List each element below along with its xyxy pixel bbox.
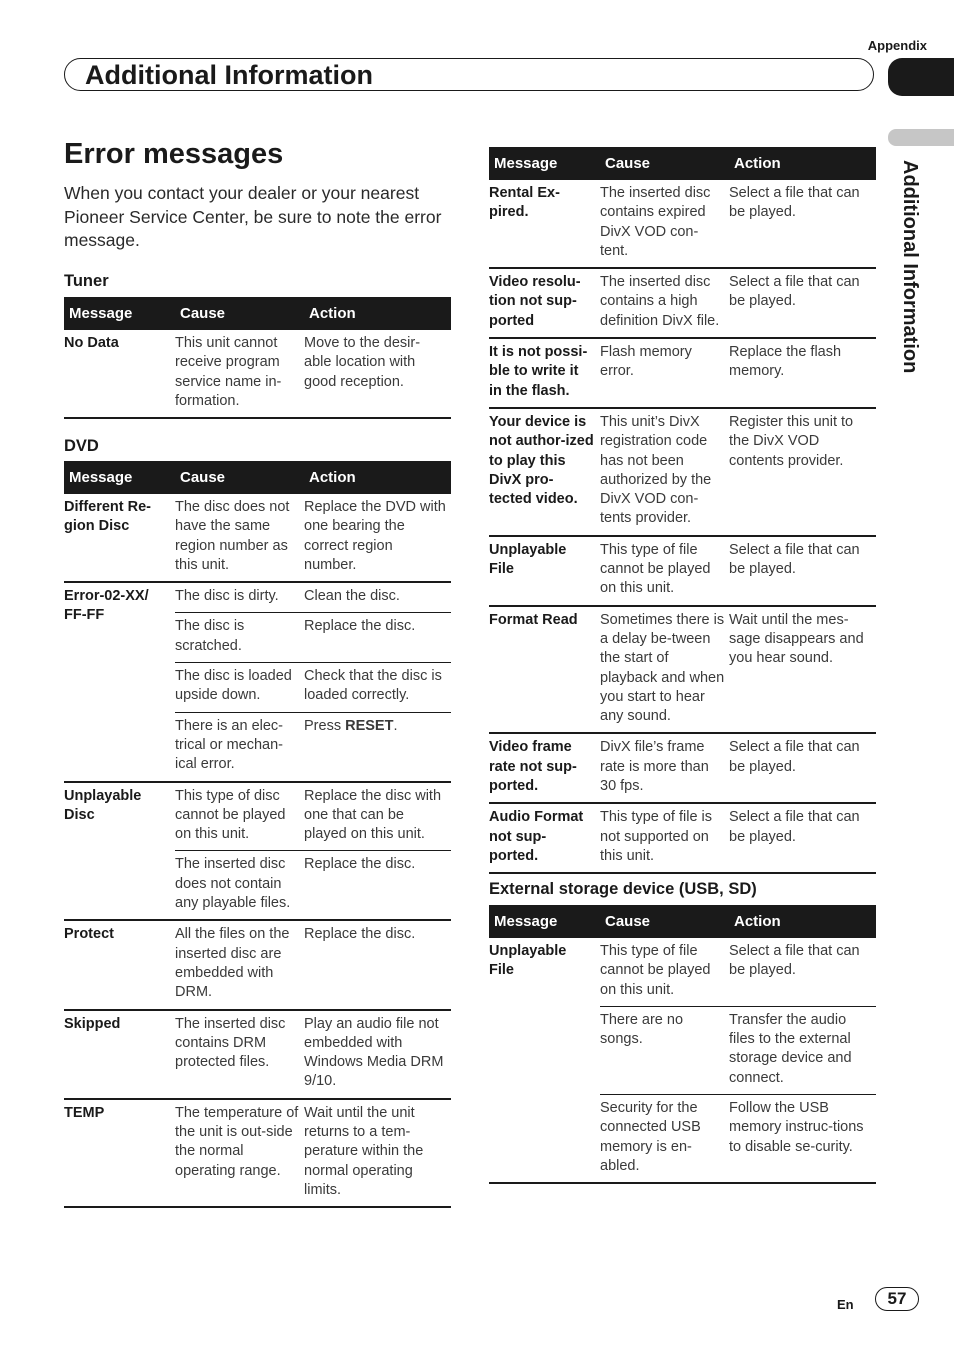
- cause-cell: The temperature of the unit is out-side the normal operating range.: [175, 1099, 304, 1207]
- action-cell: Wait until the mes-sage disappears and you hear sound.: [729, 606, 876, 734]
- action-cell: Move to the desir-able location with good reception.: [304, 330, 451, 418]
- section-tab-indicator: [888, 129, 954, 146]
- message-cell: Rental Ex-pired.: [489, 180, 600, 268]
- external-storage-heading: External storage device (USB, SD): [489, 880, 757, 898]
- message-cell: Video frame rate not sup-ported.: [489, 733, 600, 803]
- page-title: Error messages: [64, 138, 284, 170]
- table-row: [489, 606, 876, 734]
- dvd-table: [64, 461, 451, 1208]
- message-cell: Error-02-XX/ FF-FF: [64, 582, 175, 781]
- message-cell: No Data: [64, 330, 175, 418]
- column-header-action: Action: [304, 297, 451, 330]
- action-cell: Register this unit to the DivX VOD contents provider.: [729, 408, 876, 536]
- table-row: [489, 733, 876, 803]
- intro-paragraph: When you contact your dealer or your nearest Pioneer Service Center, be sure to note the error message.: [64, 183, 442, 250]
- action-cell: Select a file that can be played.: [729, 733, 876, 803]
- section-title: Additional Information: [85, 60, 373, 90]
- message-cell: Format Read: [489, 606, 600, 734]
- table-row: [64, 782, 451, 851]
- action-cell: Play an audio file not embedded with Windows Media DRM 9/10.: [304, 1010, 451, 1099]
- cause-cell: There is an elec-trical or mechan-ical error.: [175, 712, 304, 781]
- action-text: .: [393, 717, 398, 734]
- table-row: [64, 1010, 451, 1099]
- message-cell: It is not possi-ble to write it in the flash.: [489, 338, 600, 408]
- language-code: En: [837, 1297, 854, 1312]
- action-cell: Select a file that can be played.: [729, 536, 876, 606]
- cause-cell: This type of file cannot be played on this unit.: [600, 536, 729, 606]
- action-cell: Select a file that can be played.: [729, 938, 876, 1006]
- action-cell: [304, 712, 451, 781]
- dvd-heading: DVD: [64, 437, 99, 455]
- column-header-message: Message: [64, 461, 175, 494]
- cause-cell: DivX file’s frame rate is more than 30 fps.: [600, 733, 729, 803]
- message-cell: Skipped: [64, 1010, 175, 1099]
- table-row: [489, 268, 876, 338]
- action-cell: Clean the disc.: [304, 582, 451, 613]
- message-cell: Different Re-gion Disc: [64, 494, 175, 582]
- message-cell: Your device is not author-ized to play this DivX pro-tected video.: [489, 408, 600, 536]
- table-row: [64, 494, 451, 582]
- action-cell: Replace the DVD with one bearing the correct region number.: [304, 494, 451, 582]
- cause-cell: Security for the connected USB memory is en-abled.: [600, 1095, 729, 1184]
- cause-cell: The disc does not have the same region number as this unit.: [175, 494, 304, 582]
- table-row: [64, 330, 451, 418]
- column-header-message: Message: [64, 297, 175, 330]
- cause-cell: The inserted disc contains a high definition DivX file.: [600, 268, 729, 338]
- tuner-heading: Tuner: [64, 272, 109, 290]
- column-header-action: Action: [729, 905, 876, 938]
- action-cell: Replace the disc.: [304, 851, 451, 920]
- cause-cell: All the files on the inserted disc are embedded with DRM.: [175, 920, 304, 1009]
- cause-cell: This type of file is not supported on this unit.: [600, 803, 729, 873]
- cause-cell: The inserted disc contains DRM protected files.: [175, 1010, 304, 1099]
- table-row: [489, 938, 876, 1006]
- table-row: [489, 408, 876, 536]
- action-cell: Check that the disc is loaded correctly.: [304, 663, 451, 713]
- cause-cell: This type of disc cannot be played on this unit.: [175, 782, 304, 851]
- action-cell: Replace the disc.: [304, 920, 451, 1009]
- side-section-label: Additional Information: [899, 160, 921, 374]
- cause-cell: This unit cannot receive program service name in-formation.: [175, 330, 304, 418]
- table-row: [64, 1099, 451, 1207]
- action-cell: Wait until the unit returns to a tem-perature within the normal operating limits.: [304, 1099, 451, 1207]
- divx-table: [489, 147, 876, 874]
- cause-cell: Sometimes there is a delay be-tween the start of playback and when you start to hear any sound.: [600, 606, 729, 734]
- page-number: 57: [875, 1287, 919, 1311]
- action-cell: Select a file that can be played.: [729, 803, 876, 873]
- section-tab-marker: [888, 58, 954, 96]
- table-row: [489, 536, 876, 606]
- cause-cell: The disc is scratched.: [175, 613, 304, 663]
- message-cell: Video resolu-tion not sup-ported: [489, 268, 600, 338]
- cause-cell: The disc is loaded upside down.: [175, 663, 304, 713]
- action-cell: Select a file that can be played.: [729, 180, 876, 268]
- table-row: [64, 920, 451, 1009]
- cause-cell: There are no songs.: [600, 1006, 729, 1094]
- action-cell: Transfer the audio files to the external storage device and connect.: [729, 1006, 876, 1094]
- table-row: [489, 180, 876, 268]
- cause-cell: This unit’s DivX registration code has not been authorized by the DivX VOD con-tents provider.: [600, 408, 729, 536]
- column-header-action: Action: [729, 147, 876, 180]
- column-header-action: Action: [304, 461, 451, 494]
- message-cell: Protect: [64, 920, 175, 1009]
- column-header-cause: Cause: [600, 905, 729, 938]
- table-row: [489, 803, 876, 873]
- external-storage-table: [489, 905, 876, 1184]
- cause-cell: The disc is dirty.: [175, 582, 304, 613]
- message-cell: TEMP: [64, 1099, 175, 1207]
- action-cell: Replace the disc.: [304, 613, 451, 663]
- column-header-message: Message: [489, 147, 600, 180]
- section-title-bar: [64, 58, 874, 91]
- action-cell: Select a file that can be played.: [729, 268, 876, 338]
- tuner-table: [64, 297, 451, 419]
- action-cell: Replace the flash memory.: [729, 338, 876, 408]
- table-row: [64, 582, 451, 613]
- appendix-label: Appendix: [867, 38, 927, 53]
- reset-key-label: RESET: [345, 717, 394, 734]
- action-cell: Follow the USB memory instruc-tions to disable se-curity.: [729, 1095, 876, 1184]
- action-cell: Replace the disc with one that can be played on this unit.: [304, 782, 451, 851]
- cause-cell: The inserted disc contains expired DivX VOD con-tent.: [600, 180, 729, 268]
- column-header-cause: Cause: [600, 147, 729, 180]
- action-text: Press: [304, 717, 346, 734]
- column-header-cause: Cause: [175, 297, 304, 330]
- cause-cell: The inserted disc does not contain any playable files.: [175, 851, 304, 920]
- message-cell: Audio Format not sup-ported.: [489, 803, 600, 873]
- column-header-message: Message: [489, 905, 600, 938]
- cause-cell: Flash memory error.: [600, 338, 729, 408]
- message-cell: Unplayable File: [489, 536, 600, 606]
- message-cell: Unplayable Disc: [64, 782, 175, 921]
- table-row: [489, 338, 876, 408]
- column-header-cause: Cause: [175, 461, 304, 494]
- cause-cell: This type of file cannot be played on this unit.: [600, 938, 729, 1006]
- message-cell: Unplayable File: [489, 938, 600, 1183]
